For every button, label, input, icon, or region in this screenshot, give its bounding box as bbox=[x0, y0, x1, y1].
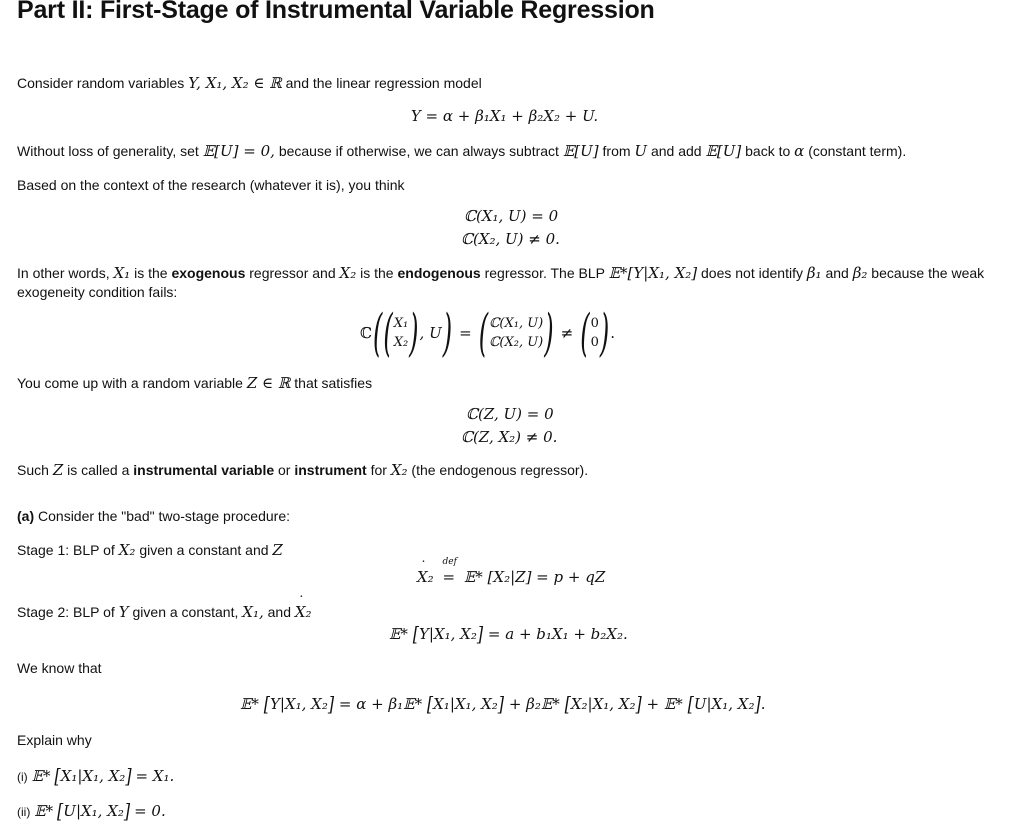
come-up-line bbox=[17, 374, 372, 392]
paren-close: ) bbox=[442, 303, 453, 363]
wlog-alpha: α bbox=[794, 142, 805, 160]
come-up-a: You come up with a random variable bbox=[17, 375, 243, 391]
matrix-end: . bbox=[610, 324, 616, 342]
ow-x1: X₁ bbox=[113, 264, 131, 282]
stage1-equation bbox=[417, 557, 606, 586]
matrix-equation bbox=[360, 303, 616, 363]
item-ii-e: 𝔼* bbox=[34, 802, 54, 820]
item-ii: (ii) 𝔼* [U|X₁, X₂] = 0. bbox=[17, 798, 166, 823]
item-ii-label: (ii) bbox=[17, 805, 31, 819]
vector-cov-2: ℂ(X₂, U) bbox=[489, 335, 544, 350]
matrix-eq-sign: = bbox=[459, 324, 472, 342]
stage1-eq-lhs: ˙ X₂ bbox=[417, 568, 434, 586]
stage1-line bbox=[17, 541, 283, 559]
z-equation-1: ℂ(Z, U) = 0 bbox=[466, 405, 554, 423]
matrix-neq-sign: ≠ bbox=[560, 324, 574, 342]
long-t3: X₂|X₁, X₂ bbox=[570, 695, 636, 713]
ow-g: because the weak bbox=[871, 265, 985, 281]
stage2-equation: 𝔼* [Y|X₁, X₂] = a + b₁X₁ + b₂X₂. bbox=[389, 621, 628, 646]
ow-c: regressor and bbox=[249, 265, 336, 281]
intro-line bbox=[17, 74, 482, 92]
such-line bbox=[17, 461, 588, 479]
we-know-line: We know that bbox=[17, 660, 102, 676]
other-words-line-2: exogeneity condition fails: bbox=[17, 284, 178, 300]
item-i-rhs: = X₁. bbox=[135, 767, 175, 785]
wlog-u: U bbox=[634, 142, 648, 160]
cov-equation-2: ℂ(X₂, U) ≠ 0. bbox=[461, 230, 560, 248]
wlog-eu2: 𝔼[U] bbox=[705, 142, 742, 160]
item-ii-inner: U|X₁, X₂ bbox=[63, 802, 124, 820]
such-for: for bbox=[370, 462, 387, 478]
wlog-line bbox=[17, 142, 906, 160]
cov-operator: ℂ bbox=[360, 324, 372, 342]
long-e1: 𝔼* bbox=[240, 695, 259, 713]
item-i-label: (i) bbox=[17, 770, 28, 784]
z-equation-2: ℂ(Z, X₂) ≠ 0. bbox=[461, 428, 558, 446]
explain-line: Explain why bbox=[17, 732, 92, 748]
stage2-and: and bbox=[267, 604, 291, 620]
such-x2: X₂ bbox=[390, 461, 408, 479]
ow-x2: X₂ bbox=[339, 264, 357, 282]
paren-open-2: ( bbox=[383, 303, 393, 363]
item-i: (i) 𝔼* [X₁|X₁, X₂] = X₁. bbox=[17, 763, 175, 788]
wlog-tail: (constant term). bbox=[808, 143, 907, 159]
vector-cov-1: ℂ(X₁, U) bbox=[489, 316, 544, 331]
part-a-text: Consider the "bad" two-stage procedure: bbox=[38, 508, 290, 524]
ow-b: is the bbox=[134, 265, 168, 281]
paren-close-3: ) bbox=[544, 303, 554, 363]
ow-and: and bbox=[825, 265, 849, 281]
such-z: Z bbox=[52, 461, 64, 479]
wlog-and-add: and add bbox=[650, 143, 702, 159]
item-i-e: 𝔼* bbox=[31, 767, 51, 785]
stage2-x2: ˙ X₂ bbox=[295, 603, 312, 621]
such-a: Such bbox=[17, 462, 49, 478]
such-tail: (the endogenous regressor). bbox=[411, 462, 589, 478]
page-title: Part II: First-Stage of Instrumental Variable Regression bbox=[17, 0, 655, 24]
long-mid2: + β₂𝔼* bbox=[508, 695, 560, 713]
long-end: . bbox=[760, 695, 766, 713]
ow-b1: β₁ bbox=[806, 264, 822, 282]
model-equation: Y = α + β₁X₁ + β₂X₂ + U. bbox=[410, 107, 599, 125]
stage2-e: 𝔼* bbox=[389, 625, 408, 643]
vector-x2: X₂ bbox=[393, 335, 409, 350]
stage1-a: Stage 1: BLP of bbox=[17, 542, 115, 558]
paren-open: ( bbox=[372, 303, 383, 363]
intro-text: Consider random variables bbox=[17, 75, 185, 91]
long-t1: Y|X₁, X₂ bbox=[269, 695, 328, 713]
ow-a: In other words, bbox=[17, 265, 110, 281]
come-up-z: Z ∈ ℝ bbox=[246, 374, 291, 392]
wlog-back-to: back to bbox=[745, 143, 791, 159]
stage2-rhs: = a + b₁X₁ + b₂X₂. bbox=[487, 625, 628, 643]
wlog-b: because if otherwise, we can always subtract bbox=[278, 143, 559, 159]
long-t2: X₁|X₁, X₂ bbox=[433, 695, 498, 713]
wlog-a: Without loss of generality, set bbox=[17, 143, 199, 159]
item-i-inner: X₁|X₁, X₂ bbox=[60, 767, 126, 785]
stage1-b: given a constant and bbox=[139, 542, 269, 558]
cov-equation-1: ℂ(X₁, U) = 0 bbox=[464, 207, 559, 225]
vector-x bbox=[394, 314, 408, 352]
def-equals: def = bbox=[442, 557, 457, 586]
matrix-u: , U bbox=[419, 324, 442, 342]
ow-exogenous: exogenous bbox=[171, 265, 246, 281]
such-b: is called a bbox=[67, 462, 130, 478]
long-equation: 𝔼* [Y|X₁, X₂] = α + β₁𝔼* [X₁|X₁, X₂] + β₂𝔼* [X₂|X₁, X₂] + 𝔼* [U|X₁, X₂]. bbox=[240, 691, 766, 716]
vector-zero bbox=[591, 314, 599, 352]
stage2-inner: Y|X₁, X₂ bbox=[418, 625, 477, 643]
item-ii-rhs: = 0. bbox=[134, 802, 166, 820]
long-mid1: = α + β₁𝔼* bbox=[338, 695, 423, 713]
ow-endogenous: endogenous bbox=[397, 265, 481, 281]
stage1-x2: X₂ bbox=[118, 541, 136, 559]
such-or: or bbox=[278, 462, 291, 478]
ow-b2: β₂ bbox=[852, 264, 868, 282]
part-a-line bbox=[17, 508, 290, 524]
stage1-z: Z bbox=[272, 541, 283, 559]
paren-close-4: ) bbox=[599, 303, 610, 363]
ow-e: regressor. The BLP bbox=[484, 265, 605, 281]
vector-zero-2: 0 bbox=[590, 335, 599, 350]
stage2-a: Stage 2: BLP of bbox=[17, 604, 115, 620]
wlog-eu0: 𝔼[U] = 0, bbox=[202, 142, 275, 160]
such-iv: instrumental variable bbox=[133, 462, 275, 478]
wlog-from: from bbox=[602, 143, 631, 159]
vector-zero-1: 0 bbox=[590, 316, 599, 331]
ow-blp: 𝔼*[Y|X₁, X₂] bbox=[608, 264, 698, 282]
wlog-eu: 𝔼[U] bbox=[562, 142, 599, 160]
stage2-y: Y bbox=[118, 603, 129, 621]
context-line: Based on the context of the research (whatever it is), you think bbox=[17, 177, 405, 193]
stage2-x1: X₁, bbox=[242, 603, 264, 621]
stage2-b: given a constant, bbox=[132, 604, 239, 620]
long-mid3: + 𝔼* bbox=[646, 695, 683, 713]
def-label: def bbox=[442, 557, 457, 567]
ow-d: is the bbox=[360, 265, 394, 281]
such-instrument: instrument bbox=[294, 462, 367, 478]
part-a-label: (a) bbox=[17, 508, 35, 524]
stage1-eq-rhs: 𝔼* [X₂|Z] = p + qZ bbox=[463, 568, 606, 586]
vector-cov bbox=[489, 314, 543, 352]
vector-x1: X₁ bbox=[393, 316, 409, 331]
paren-open-4: ( bbox=[580, 303, 590, 363]
stage2-line bbox=[17, 603, 312, 621]
come-up-b: that satisfies bbox=[294, 375, 373, 391]
paren-close-2: ) bbox=[409, 303, 419, 363]
long-t4: U|X₁, X₂ bbox=[693, 695, 755, 713]
intro-tail: and the linear regression model bbox=[285, 75, 482, 91]
ow-f: does not identify bbox=[701, 265, 803, 281]
paren-open-3: ( bbox=[478, 303, 489, 363]
other-words-line bbox=[17, 264, 984, 282]
intro-math: Y, X₁, X₂ ∈ ℝ bbox=[188, 74, 282, 92]
